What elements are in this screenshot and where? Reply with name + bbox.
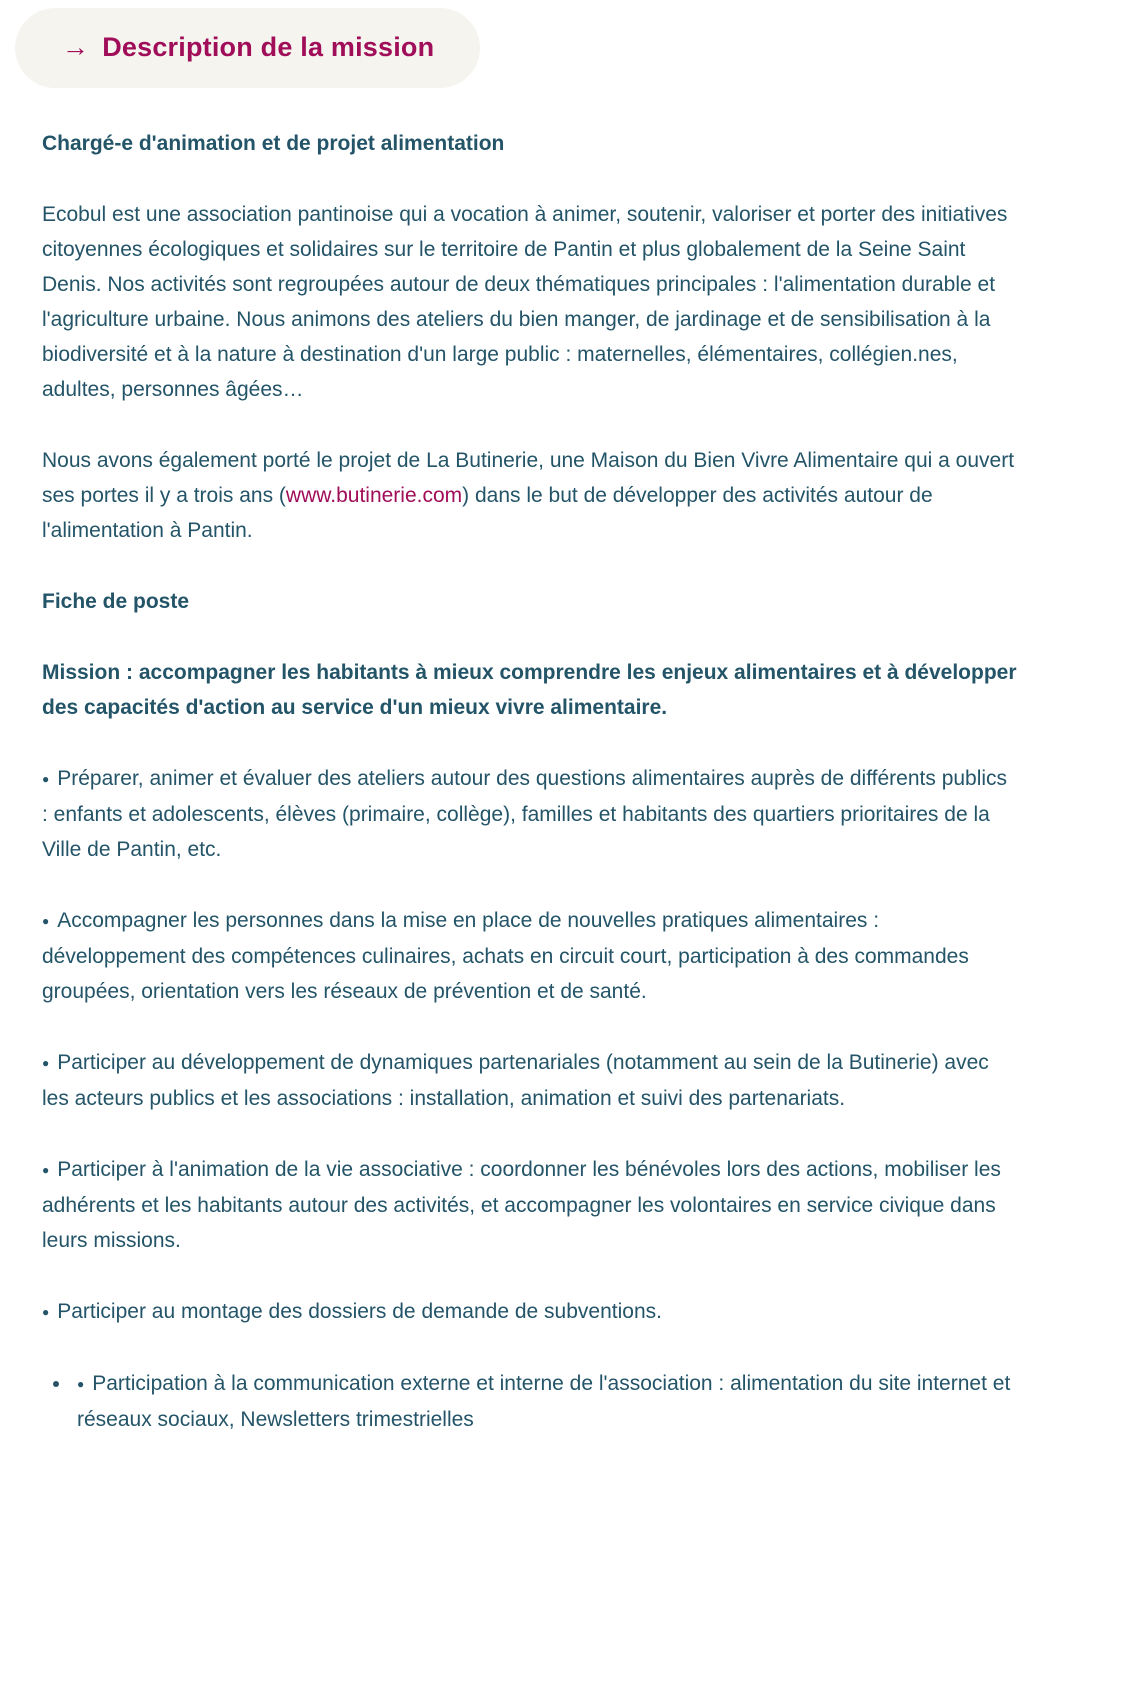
- bullet-dot-icon: ●: [42, 1056, 50, 1070]
- list-item: [72, 1366, 1018, 1437]
- section-header-pill: [15, 8, 480, 88]
- bullet-dot-icon: ●: [77, 1377, 85, 1391]
- task-text: Préparer, animer et évaluer des ateliers autour des questions alimentaires auprès de différents publics : enfants et adolescents, élèves (primaire, collège), familles et habitants des quartiers prioritaires de la Ville de Pantin, etc.: [42, 767, 1008, 861]
- task-text: Participer au montage des dossiers de demande de subventions.: [57, 1300, 662, 1323]
- bullet-dot-icon: ●: [42, 1305, 50, 1319]
- task-text: Participer au développement de dynamiques partenariales (notamment au sein de la Butinerie) avec les acteurs publics et les associations : installation, animation et suivi des partenariats.: [42, 1051, 989, 1110]
- list-item-text: Participation à la communication externe et interne de l'association : alimentation du site internet et réseaux sociaux, Newsletters trimestrielles: [77, 1372, 1011, 1431]
- task-item: [42, 1294, 1018, 1330]
- intro-paragraph-1: Ecobul est une association pantinoise qui a vocation à animer, soutenir, valoriser et porter des initiatives citoyennes écologiques et solidaires sur le territoire de Pantin et plus globalement de la Seine Saint Denis. Nos activités sont regroupées autour de deux thématiques principales : l'alimentation durable et l'agriculture urbaine. Nous animons des ateliers du bien manger, de jardinage et de sensibilisation à la biodiversité et à la nature à destination d'un large public : maternelles, élémentaires, collégien.nes, adultes, personnes âgées…: [42, 203, 1008, 401]
- task-text: Accompagner les personnes dans la mise en place de nouvelles pratiques alimentaires : développement des compétences culinaires, achats en circuit court, participation à des commandes groupées, orientation vers les réseaux de prévention et de santé.: [42, 909, 969, 1003]
- task-item: [42, 1045, 1018, 1116]
- task-item: [42, 761, 1018, 867]
- job-title: Chargé-e d'animation et de projet alimentation: [42, 132, 505, 155]
- bullet-dot-icon: ●: [42, 772, 50, 786]
- task-text: Participer à l'animation de la vie associative : coordonner les bénévoles lors des actions, mobiliser les adhérents et les habitants autour des activités, et accompagner les volontaires en service civique dans leurs missions.: [42, 1158, 1001, 1252]
- section-title: Description de la mission: [102, 32, 435, 62]
- mission-description-body: [42, 126, 1018, 1437]
- paragraph-text-before-link: Nous avons également porté le projet de La Butinerie, une Maison du Bien Vivre Alimentaire qui a ouvert ses portes il y a trois ans (: [42, 449, 1015, 507]
- intro-paragraph-2: [42, 443, 1018, 548]
- communication-list: [42, 1366, 1018, 1437]
- task-item: [42, 903, 1018, 1009]
- mission-statement: Mission : accompagner les habitants à mieux comprendre les enjeux alimentaires et à développer des capacités d'action au service d'un mieux vivre alimentaire.: [42, 661, 1017, 719]
- butinerie-link[interactable]: www.butinerie.com: [285, 484, 463, 507]
- bullet-dot-icon: ●: [42, 1163, 50, 1177]
- section-header: [62, 29, 434, 65]
- bullet-dot-icon: ●: [42, 914, 50, 928]
- task-item: [42, 1152, 1018, 1258]
- paragraph-text-after-link: ) dans le but de développer des activités autour de l'alimentation à Pantin.: [42, 484, 933, 542]
- arrow-right-icon: →: [62, 32, 90, 62]
- fiche-de-poste-heading: Fiche de poste: [42, 590, 190, 613]
